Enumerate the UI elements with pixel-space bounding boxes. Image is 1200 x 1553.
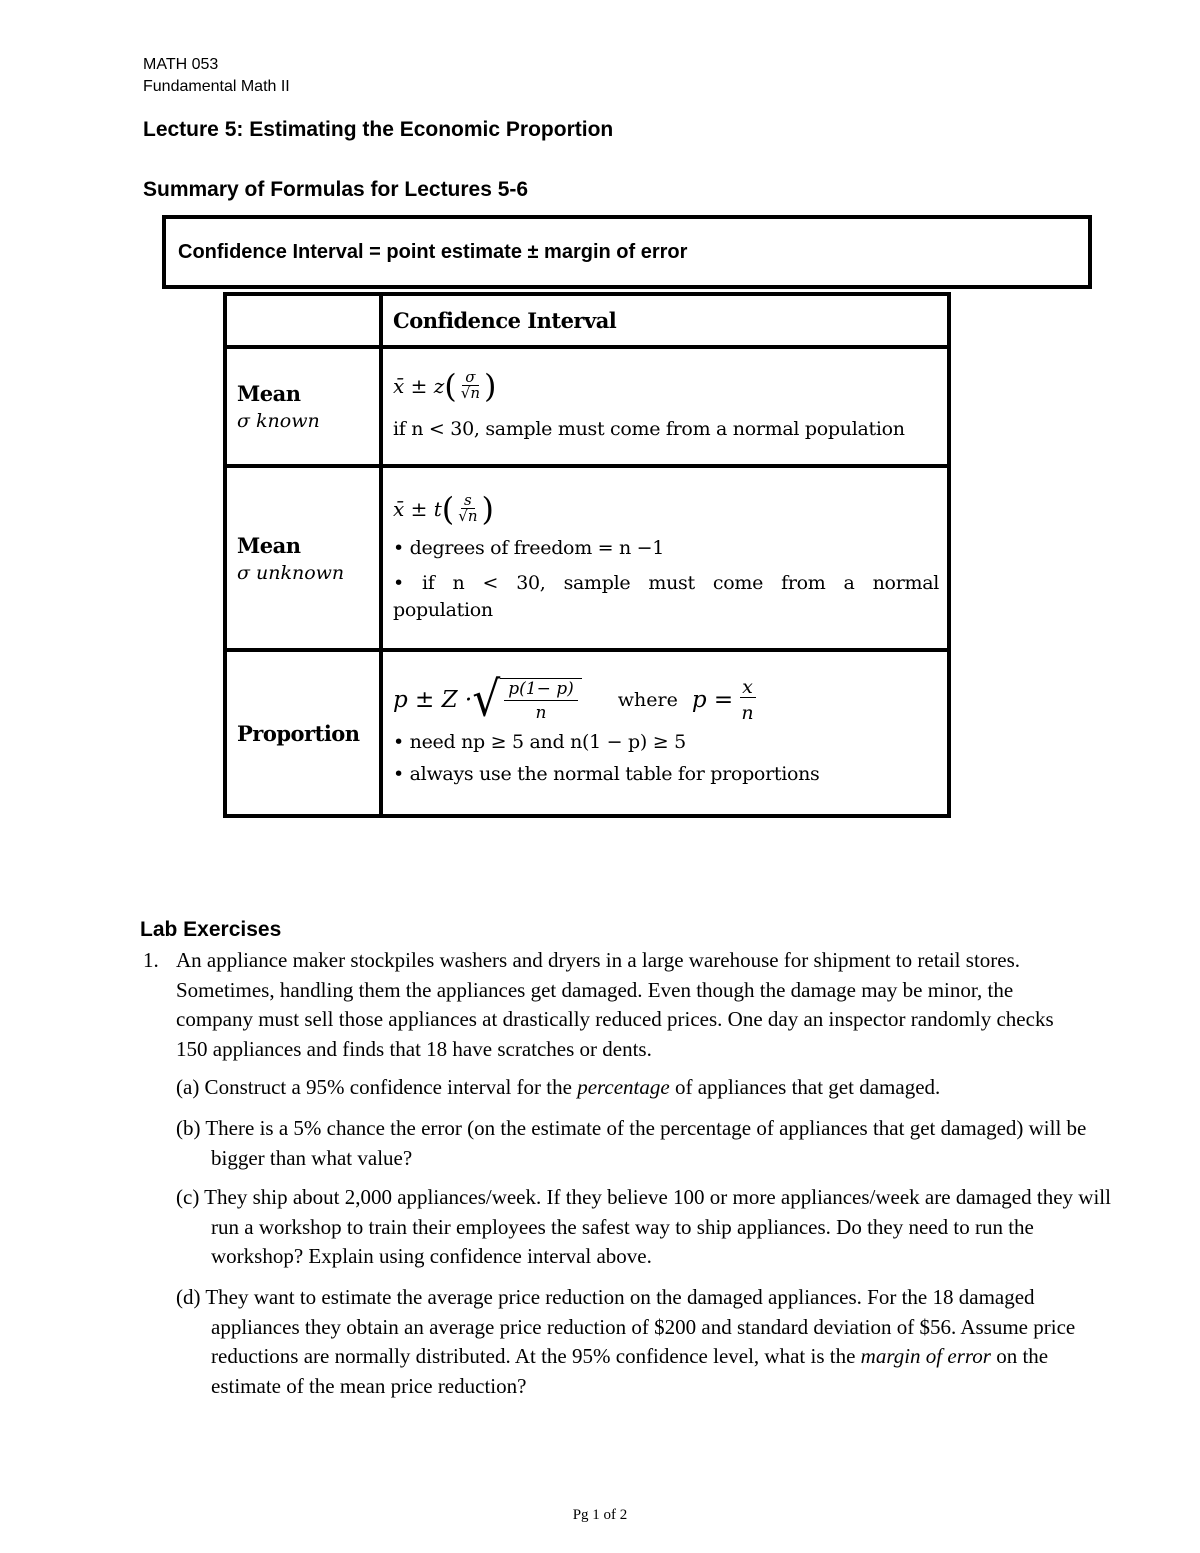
formula-denominator: n bbox=[535, 703, 547, 724]
formula-denominator: √n bbox=[458, 507, 478, 526]
exercise-part-b: (b) There is a 5% chance the error (on the estimate of the percentage of appliances that get damaged) will be bigger than what value? bbox=[176, 1116, 1087, 1170]
course-code: MATH 053 bbox=[143, 56, 219, 73]
confidence-interval-definition: Confidence Interval = point estimate ± margin of error bbox=[178, 241, 688, 263]
formula-expression bbox=[393, 671, 939, 728]
empty-header-cell bbox=[225, 294, 381, 347]
table-row bbox=[225, 347, 949, 466]
formula-note: • need np ≥ 5 and n(1 − p) ≥ 5 bbox=[393, 730, 686, 753]
formula-cell bbox=[381, 650, 949, 816]
formula-denominator: √n bbox=[460, 384, 480, 403]
formula-lead: x̄ ± t bbox=[393, 496, 442, 521]
lab-exercises-title: Lab Exercises bbox=[140, 918, 282, 941]
square-root: √ $\frac{p(1- p)}{n}$ bbox=[472, 678, 582, 722]
exercise-number: 1. bbox=[143, 948, 159, 972]
formula-note: • if n < 30, sample must come from a normal population bbox=[393, 572, 939, 621]
formula-numerator: σ bbox=[462, 370, 478, 386]
exercise-part-a: (a) Construct a 95% confidence interval for the percentage of appliances that get damaged. bbox=[176, 1075, 941, 1099]
row-label-cell bbox=[225, 466, 381, 650]
formula-lead: p ± Z · bbox=[393, 686, 473, 713]
course-name: Fundamental Math II bbox=[143, 78, 290, 95]
column-header: Confidence Interval bbox=[381, 294, 949, 347]
formula-note: • degrees of freedom = n −1 bbox=[393, 536, 665, 559]
formula-table bbox=[223, 292, 951, 818]
row-label: Proportion bbox=[237, 720, 360, 746]
page-number: Pg 1 of 2 bbox=[572, 1507, 628, 1523]
formula-expression: x̄ ± z ( $\frac{\sigma}{√n}$ ) bbox=[393, 366, 497, 405]
table-row bbox=[225, 650, 949, 816]
row-sublabel: σ known bbox=[237, 410, 320, 432]
row-label: Mean bbox=[237, 381, 301, 406]
row-label-cell bbox=[225, 650, 381, 816]
p-hat-denominator: n bbox=[741, 701, 754, 724]
where-label: where bbox=[617, 688, 678, 711]
formula-note: if n < 30, sample must come from a normal population bbox=[393, 417, 905, 440]
p-hat-numerator: x bbox=[742, 675, 753, 698]
formula-lead: x̄ ± z bbox=[393, 373, 445, 398]
lecture-title: Lecture 5: Estimating the Economic Proportion bbox=[143, 118, 614, 141]
row-sublabel: σ unknown bbox=[237, 561, 345, 584]
row-label-cell bbox=[225, 347, 381, 466]
table-row bbox=[225, 466, 949, 650]
confidence-interval-box bbox=[162, 215, 1092, 289]
summary-title: Summary of Formulas for Lectures 5-6 bbox=[143, 178, 529, 201]
formula-cell bbox=[381, 466, 949, 650]
exercise-part-d: (d) They want to estimate the average price reduction on the damaged appliances. For the 18 damaged appliances they obtain an average price reduction of $200 and standard deviation of $56. Assume price reductions are normally distributed. At the 95% confidence level, what is the margin of error on the estimate of the mean price reduction? bbox=[176, 1285, 1076, 1398]
row-label: Mean bbox=[237, 532, 301, 558]
formula-expression: x̄ ± t ( $\frac{s}{√n}$ ) bbox=[393, 489, 494, 528]
formula-cell bbox=[381, 347, 949, 466]
exercise-part-c: (c) They ship about 2,000 appliances/week. If they believe 100 or more appliances/week are damaged they will run a workshop to train their employees the safest way to ship appliances. Do they need to run the workshop? Explain using confidence interval above. bbox=[176, 1185, 1111, 1268]
formula-table-header-row bbox=[225, 294, 949, 347]
p-hat-definition-lhs: p = bbox=[691, 686, 734, 713]
exercise-intro: An appliance maker stockpiles washers and dryers in a large warehouse for shipment to retail stores. Sometimes, handling them the appliances get damaged. Even though the damage may be minor, the company must sell those appliances at drastically reduced prices. One day an inspector randomly checks 150 appliances and finds that 18 have scratches or dents. bbox=[176, 948, 1054, 1061]
formula-numerator: p(1− p) bbox=[504, 679, 578, 701]
formula-numerator: s bbox=[461, 493, 475, 509]
formula-note: • always use the normal table for proportions bbox=[393, 762, 820, 785]
